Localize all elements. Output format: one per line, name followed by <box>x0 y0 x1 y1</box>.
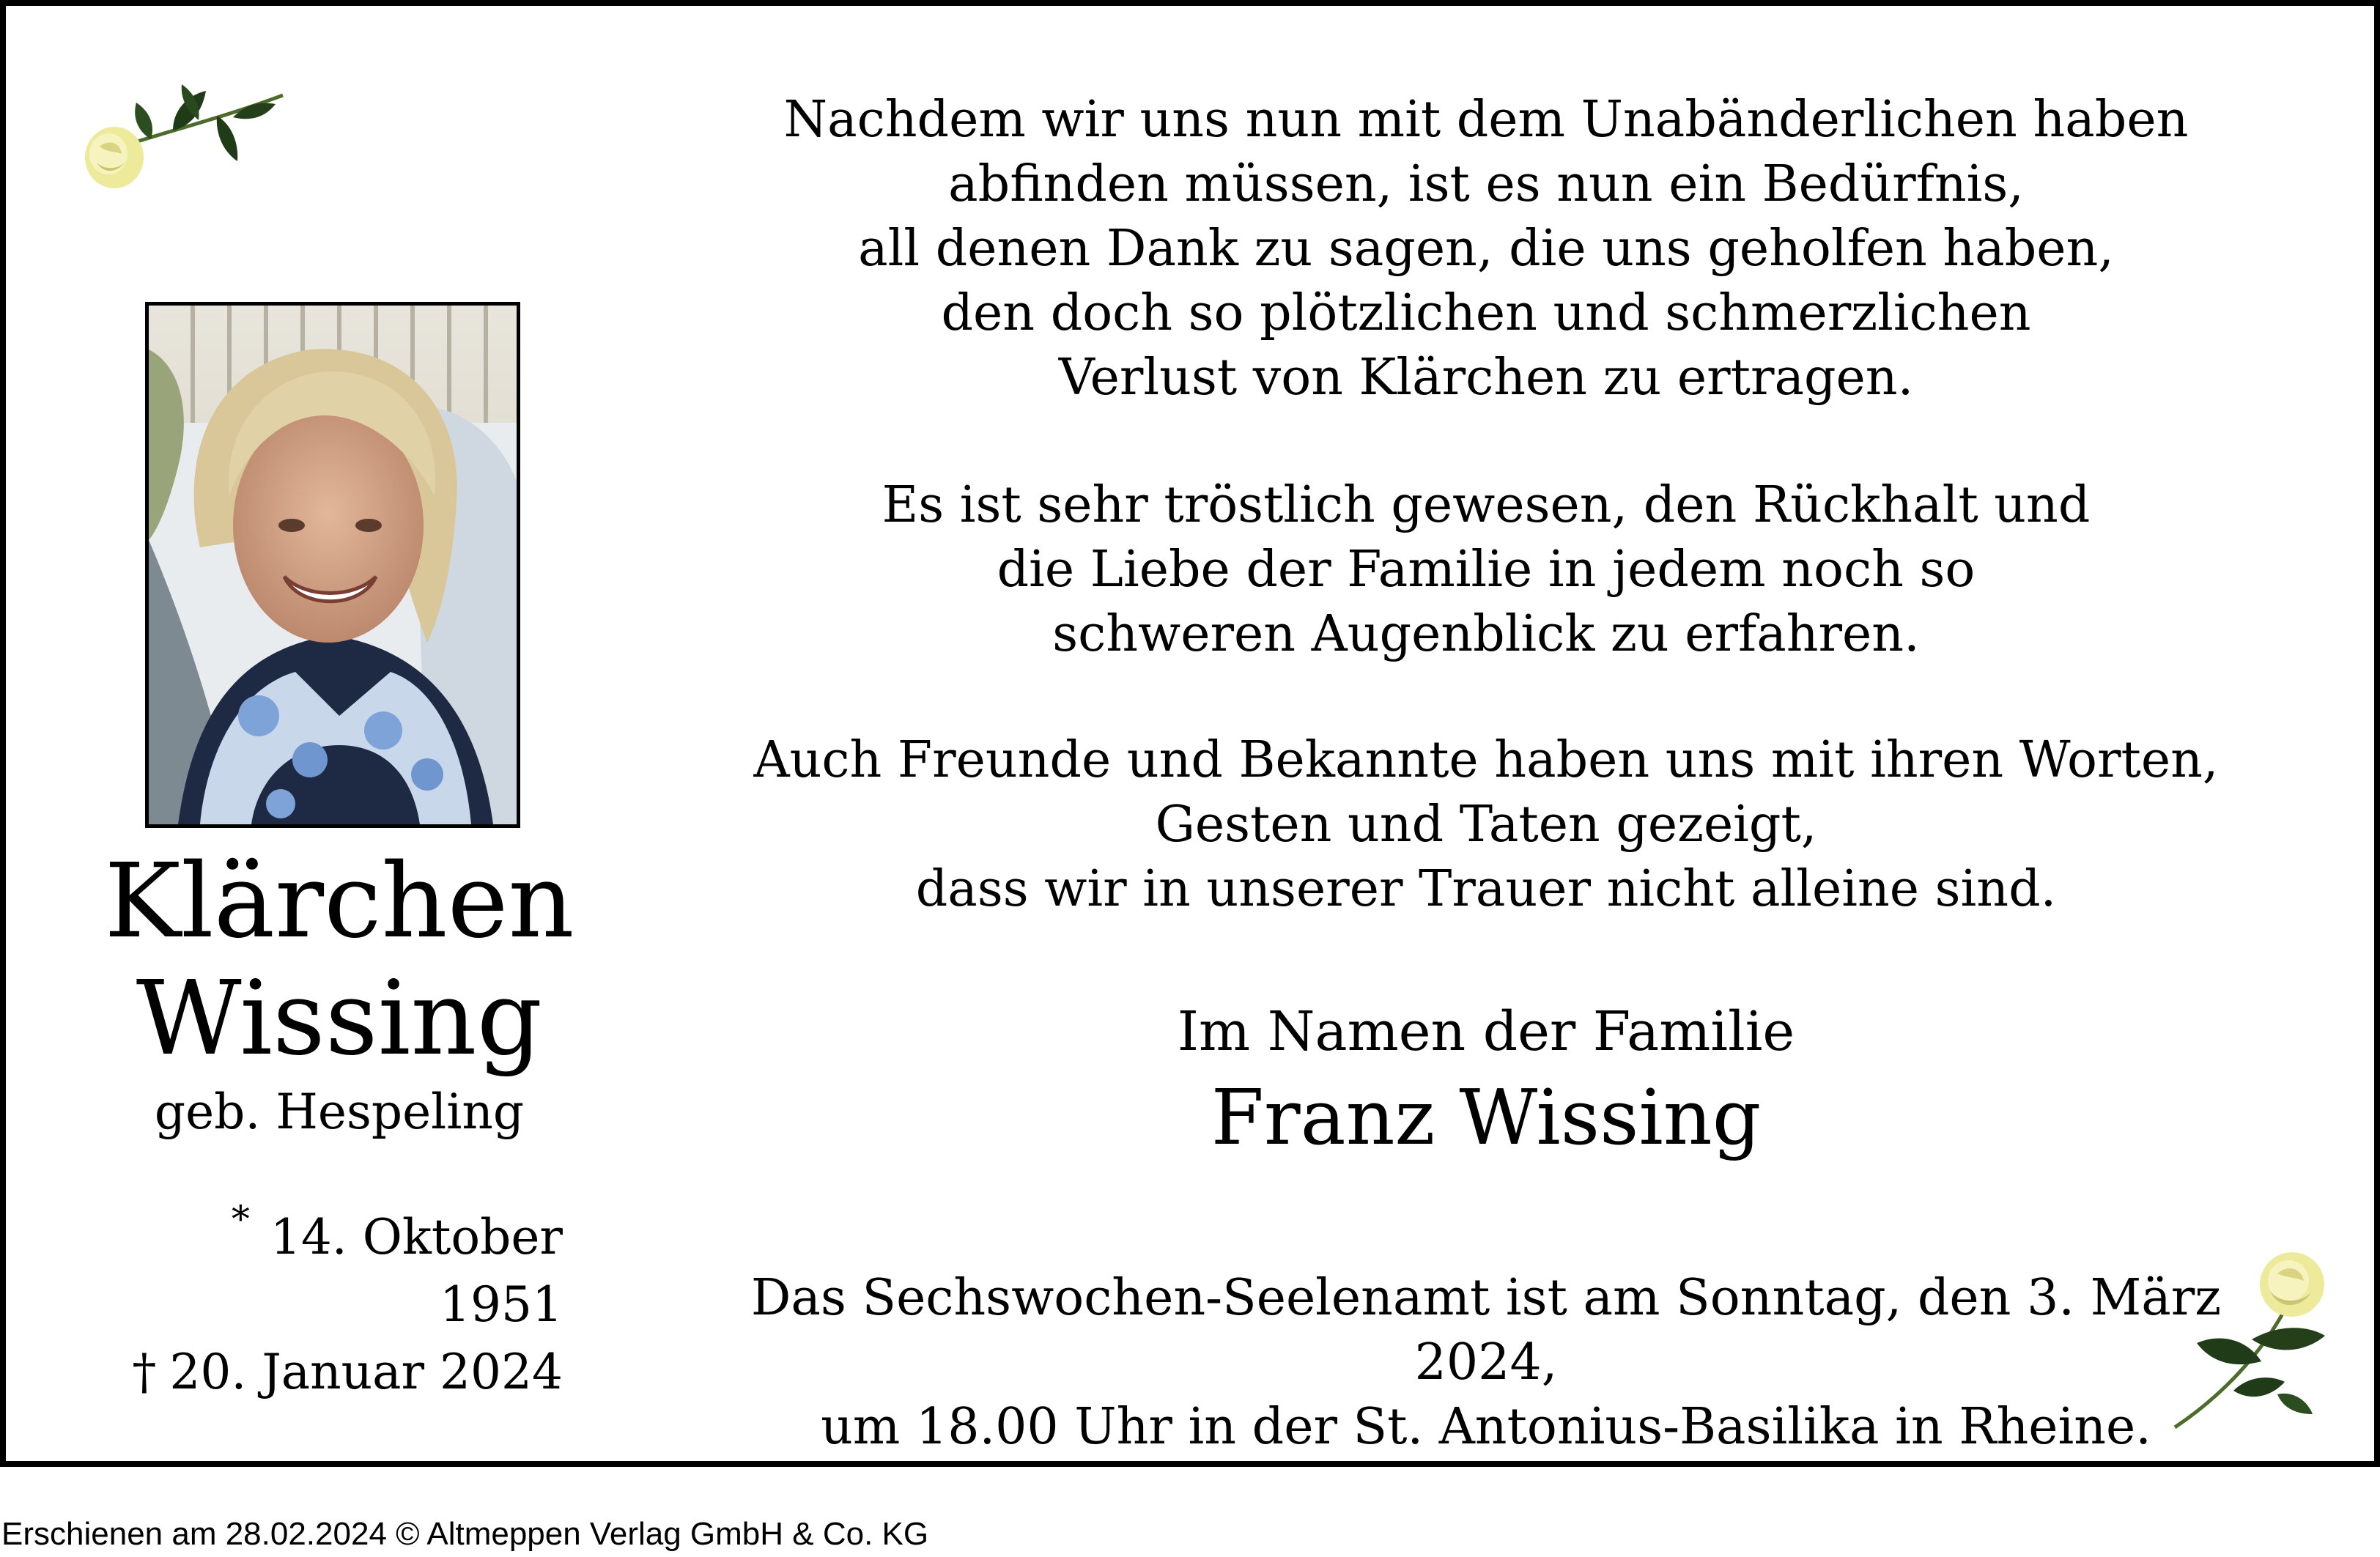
portrait-photo <box>145 302 520 828</box>
text-line: Auch Freunde und Bekannte haben uns mit ihren Worten, <box>753 731 2219 789</box>
birth-date-line <box>108 1186 563 1339</box>
text-line: den doch so plötzlichen und schmerzlichen <box>941 284 2031 342</box>
text-line: all denen Dank zu sagen, die uns geholfen haben, <box>858 220 2114 278</box>
deceased-last-name: Wissing <box>136 959 543 1079</box>
signature-intro: Im Namen der Familie <box>1177 1000 1795 1063</box>
birth-symbol: * <box>231 1198 250 1240</box>
gratitude-paragraph-1 <box>709 88 2263 410</box>
maiden-name: geb. Hespeling <box>154 1084 525 1140</box>
text-line: Nachdem wir uns nun mit dem Unabänderlichen haben <box>783 91 2189 149</box>
text-line: dass wir in unserer Trauer nicht alleine sind. <box>915 860 2057 918</box>
text-line: abfinden müssen, ist es nun ein Bedürfnis, <box>948 155 2024 213</box>
text-line: Gesten und Taten gezeigt, <box>1155 796 1817 854</box>
service-announcement <box>709 1266 2263 1460</box>
text-line: Es ist sehr tröstlich gewesen, den Rückhalt und <box>882 476 2091 534</box>
deceased-first-name: Klärchen <box>104 842 574 961</box>
publication-footer: Erschienen am 28.02.2024 © Altmeppen Verlag GmbH & Co. KG <box>1 1516 929 1552</box>
text-line: Das Sechswochen-Seelenamt ist am Sonntag, den 3. März 2024, <box>750 1269 2222 1391</box>
death-date: 20. Januar 2024 <box>169 1344 563 1400</box>
life-dates <box>108 1186 563 1406</box>
death-date-line <box>108 1339 563 1406</box>
birth-date: 14. Oktober 1951 <box>270 1209 563 1333</box>
gratitude-paragraph-3 <box>709 728 2263 922</box>
text-line: Verlust von Klärchen zu ertragen. <box>1058 349 1914 407</box>
death-symbol: † <box>132 1344 157 1400</box>
text-line: um 18.00 Uhr in der St. Antonius-Basilika in Rheine. <box>821 1398 2151 1456</box>
text-line: schweren Augenblick zu erfahren. <box>1052 605 1920 663</box>
text-line: die Liebe der Familie in jedem noch so <box>997 541 1976 599</box>
gratitude-paragraph-2 <box>709 473 2263 667</box>
signature-name: Franz Wissing <box>1211 1073 1762 1162</box>
yellow-rose-icon <box>63 44 290 201</box>
